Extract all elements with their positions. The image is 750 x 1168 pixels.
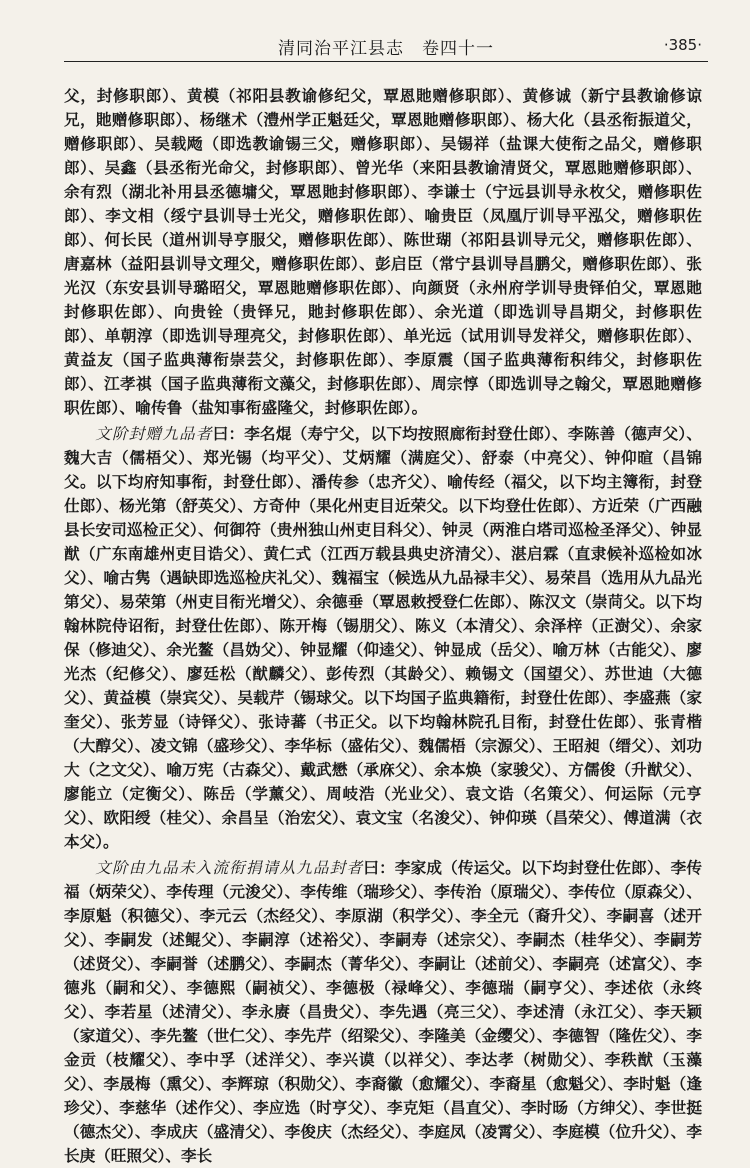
- page-header: [64, 22, 708, 62]
- page-number: ·385·: [663, 36, 702, 54]
- running-title: 清同治平江县志 卷四十一: [278, 39, 494, 59]
- paragraph-text: 父，封修职郎）、黄模（祁阳县教谕修纪父，覃恩貤赠修职郎）、黄修诚（新宁县教谕修谅兄，貤赠修职郎）、杨继术（澧州学正魁廷父，覃恩貤赠修职郎）、杨大化（县丞衔振道父，赠修职郎）、吴载飏（即选教谕锡三父，赠修职郎）、吴锡祥（盐课大使衔之品父，赠修职郎）、吴鑫（县丞衔光命父，封修职郎）、曾光华（来阳县教谕清贤父，覃恩貤赠修职郎）、余有烈（湖北补用县丞德墉父，覃恩貤封修职郎）、李谦士（宁远县训导永枚父，赠修职佐郎）、李文相（绥宁县训导士光父，赠修职佐郎）、喻贵臣（凤凰厅训导平泓父，赠修职佐郎）、何长民（道州训导亨服父，赠修职佐郎）、陈世瑚（祁阳县训导元父，赠修职佐郎）、唐嘉林（益阳县训导文理父，赠修职佐郎）、彭启臣（常宁县训导昌鹏父，赠修职佐郎）、张光汉（东安县训导璐昭父，覃恩貤赠修职佐郎）、向颜贤（永州府学训导贵铎伯父，覃恩貤封修职佐郎）、向贵铨（贵铎兄，貤封修职佐郎）、余光道（即选训导昌期父，封修职佐郎）、单朝淳（即选训导理亮父，封修职佐郎）、单光远（试用训导发祥父，赠修职佐郎）、黄益友（国子监典薄衔崇芸父，封修职佐郎）、李原震（国子监典薄衔积纬父，封修职佐郎）、江孝祺（国子监典薄衔文藻父，封修职佐郎）、周宗惇（即选训导之翰父，覃恩貤赠修职佐郎）、喻传鲁（盐知事衔盛隆父，封修职佐郎）。: [64, 86, 702, 417]
- paragraph-text: 曰：李家成（传运父。以下均封登仕佐郎）、李传福（炳荣父）、李传理（元浚父）、李传维（瑞珍父）、李传治（原瑞父）、李传位（原森父）、李原魁（积德父）、李元云（杰经父）、李原湖（积学父）、李全元（裔升父）、李嗣喜（述开父）、李嗣发（述鲲父）、李嗣淳（述裕父）、李嗣寿（述宗父）、李嗣杰（桂华父）、李嗣芳（述贤父）、李嗣誉（述鹏父）、李嗣杰（菁华父）、李嗣让（述前父）、李嗣亮（述富父）、李德兆（嗣和父）、李德熙（嗣祯父）、李德极（禄峰父）、李德瑞（嗣亨父）、李述依（永终父）、李若星（述清父）、李永赓（昌贵父）、李先遇（亮三父）、李述清（永江父）、李天颖（家道父）、李先鳌（世仁父）、李先芹（绍梁父）、李隆美（金缨父）、李德智（隆佐父）、李金贡（枝耀父）、李中孚（述洋父）、李兴谟（以祥父）、李达孝（树勋父）、李秩猷（玉藻父）、李晟梅（熏父）、李辉琼（积勋父）、李裔徽（愈耀父）、李裔星（愈魁父）、李时魁（逢珍父）、李慈华（述作父）、李应选（时亨父）、李克矩（昌直父）、李时旸（方绅父）、李世挺（德杰父）、李成庆（盛清父）、李俊庆（杰经父）、李庭凤（凌霄父）、李庭模（位升父）、李长庚（旺照父）、李长: [64, 858, 703, 1165]
- paragraph-text: 曰：李名焜（寿宁父，以下均按照廊衔封登仕郎）、李陈善（德声父）、魏大吉（儒梧父）、郑光锡（均平父）、艾炳耀（满庭父）、舒泰（中亮父）、钟仰暄（昌锦父。以下均府知事衔，封登仕郎）、潘传参（忠齐父）、喻传经（福父，以下均主簿衔，封登仕郎）、杨光第（舒英父）、方奇仲（果化州吏目近荣父。以下均登仕佐郎）、方近荣（广西融县长安司巡检正父）、何御符（贵州独山州吏目科父）、钟灵（两淮白塔司巡检圣泽父）、钟显猷（广东南雄州吏目诰父）、黄仁式（江西万载县典史济清父）、湛启霖（直隶候补巡检如冰父）、喻古隽（遇缺即选巡检庆礼父）、魏福宝（候选从九品禄丰父）、易荣昌（选用从九品光第父）、易荣第（州吏目衔光增父）、余德垂（覃恩敕授登仁佐郎）、陈汉文（崇苘父。以下均翰林院侍诏衔，封登仕佐郎）、陈开梅（锡朋父）、陈义（本清父）、余泽梓（正澍父）、余家保（修迪父）、余光鳌（昌妫父）、钟显耀（仰逵父）、钟显成（岳父）、喻万林（古能父）、廖光杰（纪修父）、廖廷松（猷麟父）、彭传烈（其龄父）、赖锡文（国望父）、苏世迪（大德父）、黄益模（崇宾父）、吴载芹（锡球父。以下均国子监典籍衔，封登仕佐郎）、李盛燕（家奎父）、张芳显（诗铎父）、张诗蕃（书正父。以下均翰林院孔目衔，封登仕佐郎）、张青楷（大醇父）、凌文锦（盛珍父）、李华标（盛佑父）、魏儒梧（宗源父）、王昭昶（缙父）、刘功大（之文父）、喻万宪（古森父）、戴武懋（承庥父）、余本焕（家骏父）、方儒俊（升猷父）、廖能立（定衡父）、陈岳（学薰父）、周岐浩（光业父）、袁文诰（名策父）、何运际（元亨父）、欧阳绶（桂父）、余昌呈（治宏父）、袁文宝（名浚父）、钟仰瑛（昌荣父）、傅道满（衣本父）。: [64, 424, 703, 851]
- body-text: [64, 84, 702, 1168]
- paragraph-unranked-to-ninth: [64, 856, 702, 1168]
- section-heading: 文阶由九品未入流衔捐请从九品封者: [95, 859, 364, 877]
- paragraph-continued: [64, 84, 702, 420]
- header-rule: [64, 61, 708, 62]
- section-heading: 文阶封赠九品者: [95, 425, 213, 443]
- paragraph-ninth-rank: [64, 422, 702, 854]
